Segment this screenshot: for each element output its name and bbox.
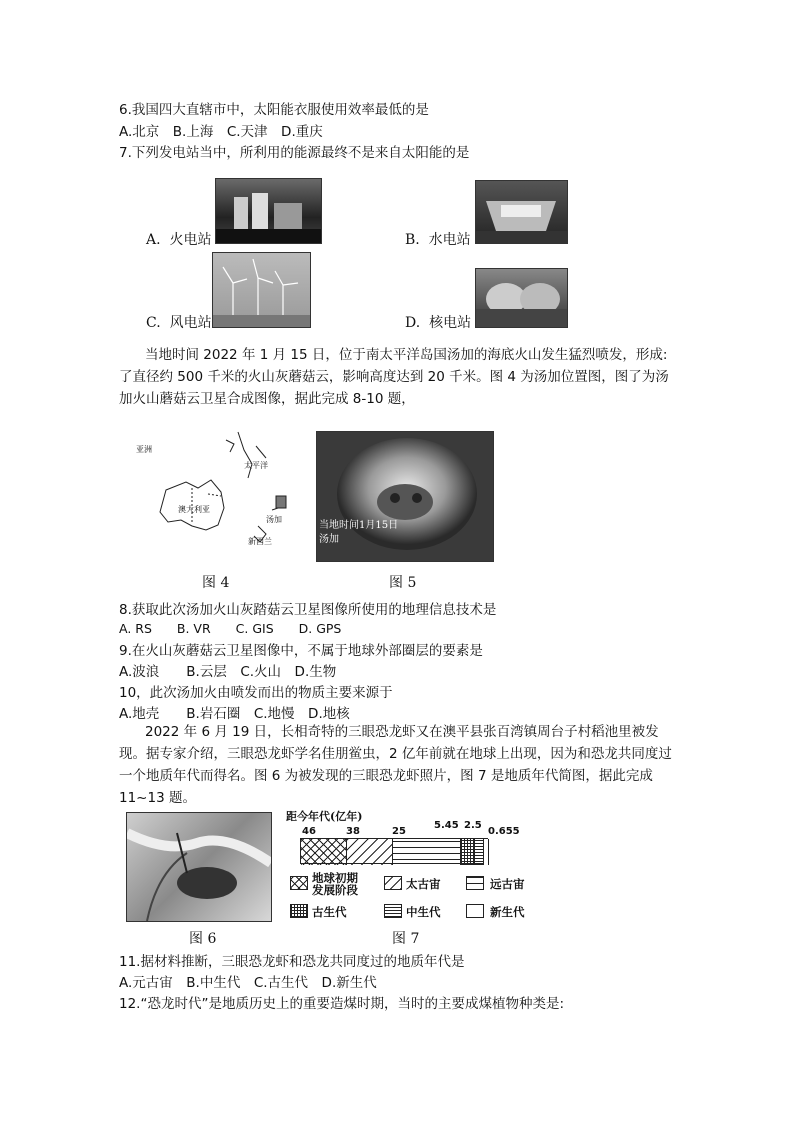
q10-stem: 10，此次汤加火由喷发而出的物质主要来源于 [119,685,393,701]
legend-paleozoic: 古生代 [312,905,347,919]
q12-stem: 12.“恐龙时代”是地质历史上的重要造煤时期，当时的主要成煤植物种类是: [119,996,565,1012]
passage-tonga-volcano: 当地时间 2022 年 1 月 15 日，位于南太平洋岛国汤加的海底火山发生猛烈喷发，形成:了直径约 500 千米的火山灰蘑菇云，影响高度达到 20 千米。图 4 为汤加位置图，图了为汤加火山蘑菇云卫星合成图像，据此完成 8-10 题， [119,347,669,407]
timeline-segment-proterozoic [393,839,461,865]
legend-swatch-early-earth [290,876,308,890]
q6-stem: 6.我国四大直辖市中，太阳能衣服使用效率最低的是 [119,102,429,118]
q9-options: A.波浪 B.云层 C.火山 D.生物 [119,664,337,680]
tonga-location-map [126,430,302,550]
legend-swatch-proterozoic [466,876,484,890]
fig5-overlay-place: 汤加 [319,534,339,545]
hydro-power-station-photo [475,180,568,244]
timeline-title: 距今年代(亿年) [286,810,363,823]
legend-swatch-mesozoic [384,904,402,918]
q7-option-c: C. 风电站 [146,315,212,331]
map-label-asia: 亚洲 [136,445,152,454]
timeline-tick-label: 2.5 [464,820,482,831]
q7-stem: 7.下列发电站当中，所利用的能源最终不是来自太阳能的是 [119,145,470,161]
timeline-segment-early-earth [301,839,347,865]
q8-stem: 8.获取此次汤加火山灰踏菇云卫星图像所使用的地理信息技术是 [119,602,497,618]
dinosaur-shrimp-photo [126,812,272,922]
q8-options: A. RS B. VR C. GIS D. GPS [119,621,342,636]
timeline-segment-cenozoic [484,839,489,865]
geologic-time-chart [286,808,546,923]
q6-options: A.北京 B.上海 C.天津 D.重庆 [119,124,323,140]
legend-swatch-archean [384,876,402,890]
fig5-overlay-date: 当地时间1月15日 [319,520,399,531]
legend-proterozoic: 远古宙 [490,877,525,891]
fig4-caption: 图 4 [202,575,230,591]
fig6-caption: 图 6 [189,931,217,947]
q7-option-b: B. 水电站 [405,232,471,248]
timeline-ticks [286,820,546,838]
nuclear-power-station-photo [475,268,568,328]
q10-options: A.地壳 B.岩石圈 C.地慢 D.地核 [119,706,350,722]
timeline-bar [300,838,488,864]
legend-swatch-paleozoic [290,904,308,918]
fig5-caption: 图 5 [389,575,417,591]
q7-option-a: A. 火电站 [146,232,212,248]
q7-option-d: D. 核电站 [405,315,472,331]
wind-power-station-photo [212,252,311,328]
thermal-power-station-photo [215,178,322,244]
timeline-tick-label: 46 [302,826,316,837]
fig7-caption: 图 7 [392,931,420,947]
legend-mesozoic: 中生代 [406,905,441,919]
satellite-image-volcano [316,431,494,562]
timeline-tick-label: 25 [392,826,406,837]
timeline-segment-archean [347,839,393,865]
timeline-tick-label: 38 [346,826,360,837]
passage-dinosaur-shrimp: 2022 年 6 月 19 日，长相奇特的三眼恐龙虾又在澳平县张百湾镇周台子村稻池里被发现。据专家介绍，三眼恐龙虾学名佳朋鲎虫，2 亿年前就在地球上出现，因为和恐龙共同度过一个地质年代而得名。图 6 为被发现的三眼恐龙虾照片，图 7 是地质年代简图，据此完成 11~13 题。 [119,724,672,806]
map-label-pacific: 太平洋 [244,461,268,470]
legend-early-earth: 地球初期 发展阶段 [312,871,358,897]
timeline-segment-paleozoic [461,839,475,865]
map-label-australia: 澳大利亚 [178,505,210,514]
timeline-segment-mesozoic [475,839,484,865]
q11-stem: 11.据材料推断，三眼恐龙虾和恐龙共同度过的地质年代是 [119,954,465,970]
map-label-tonga: 汤加 [266,515,282,524]
map-label-newzealand: 新西兰 [248,537,272,546]
legend-archean: 太古宙 [406,877,441,891]
legend-swatch-cenozoic [466,904,484,918]
legend-cenozoic: 新生代 [490,905,525,919]
timeline-tick-label: 0.655 [488,826,520,837]
q9-stem: 9.在火山灰蘑菇云卫星图像中，不属于地球外部圈层的要素是 [119,643,483,659]
q11-options: A.元古宙 B.中生代 C.古生代 D.新生代 [119,975,377,991]
timeline-tick-label: 5.45 [434,820,459,831]
